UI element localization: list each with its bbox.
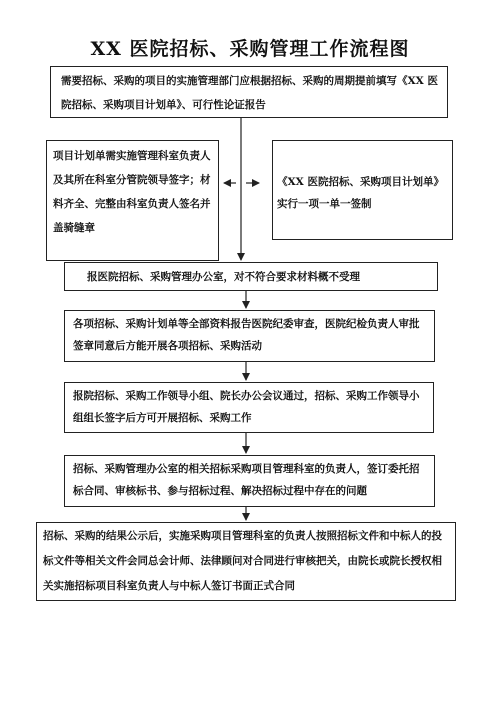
step-leadership-approval-box: 报院招标、采购工作领导小组、院长办公会议通过，招标、采购工作领导小组组长签字后方可开展招标、采购工作 (64, 382, 434, 433)
step-signature-requirement-box: 项目计划单需实施管理科室负责人及其所在科室分管院领导签字；材料齐全、完整由科室负责人签名并盖骑缝章 (46, 140, 219, 261)
step-contract-signing-box: 招标、采购的结果公示后，实施采购项目管理科室的负责人按照招标文件和中标人的投标文件等相关文件会同总会计师、法律顾问对合同进行审核把关，由院长或院长授权相关实施招标项目科室负责人与中标人签订书面正式合同 (36, 522, 456, 601)
step-one-item-one-form-box: 《XX 医院招标、采购项目计划单》实行一项一单一签制 (272, 140, 453, 240)
step-plan-submission-box: 需要招标、采购的项目的实施管理部门应根据招标、采购的周期提前填写《XX 医院招标、采购项目计划单》、可行性论证报告 (50, 66, 448, 118)
step-report-procurement-office-box: 报医院招标、采购管理办公室，对不符合要求材料概不受理 (64, 262, 438, 291)
step-discipline-review-box: 各项招标、采购计划单等全部资料报告医院纪委审查，医院纪检负责人审批签章同意后方能开展各项招标、采购活动 (64, 310, 435, 362)
page-title: XX 医院招标、采购管理工作流程图 (90, 38, 410, 60)
step-contract-commission-box: 招标、采购管理办公室的相关招标采购项目管理科室的负责人，签订委托招标合同、审核标书、参与招标过程、解决招标过程中存在的问题 (64, 455, 435, 507)
